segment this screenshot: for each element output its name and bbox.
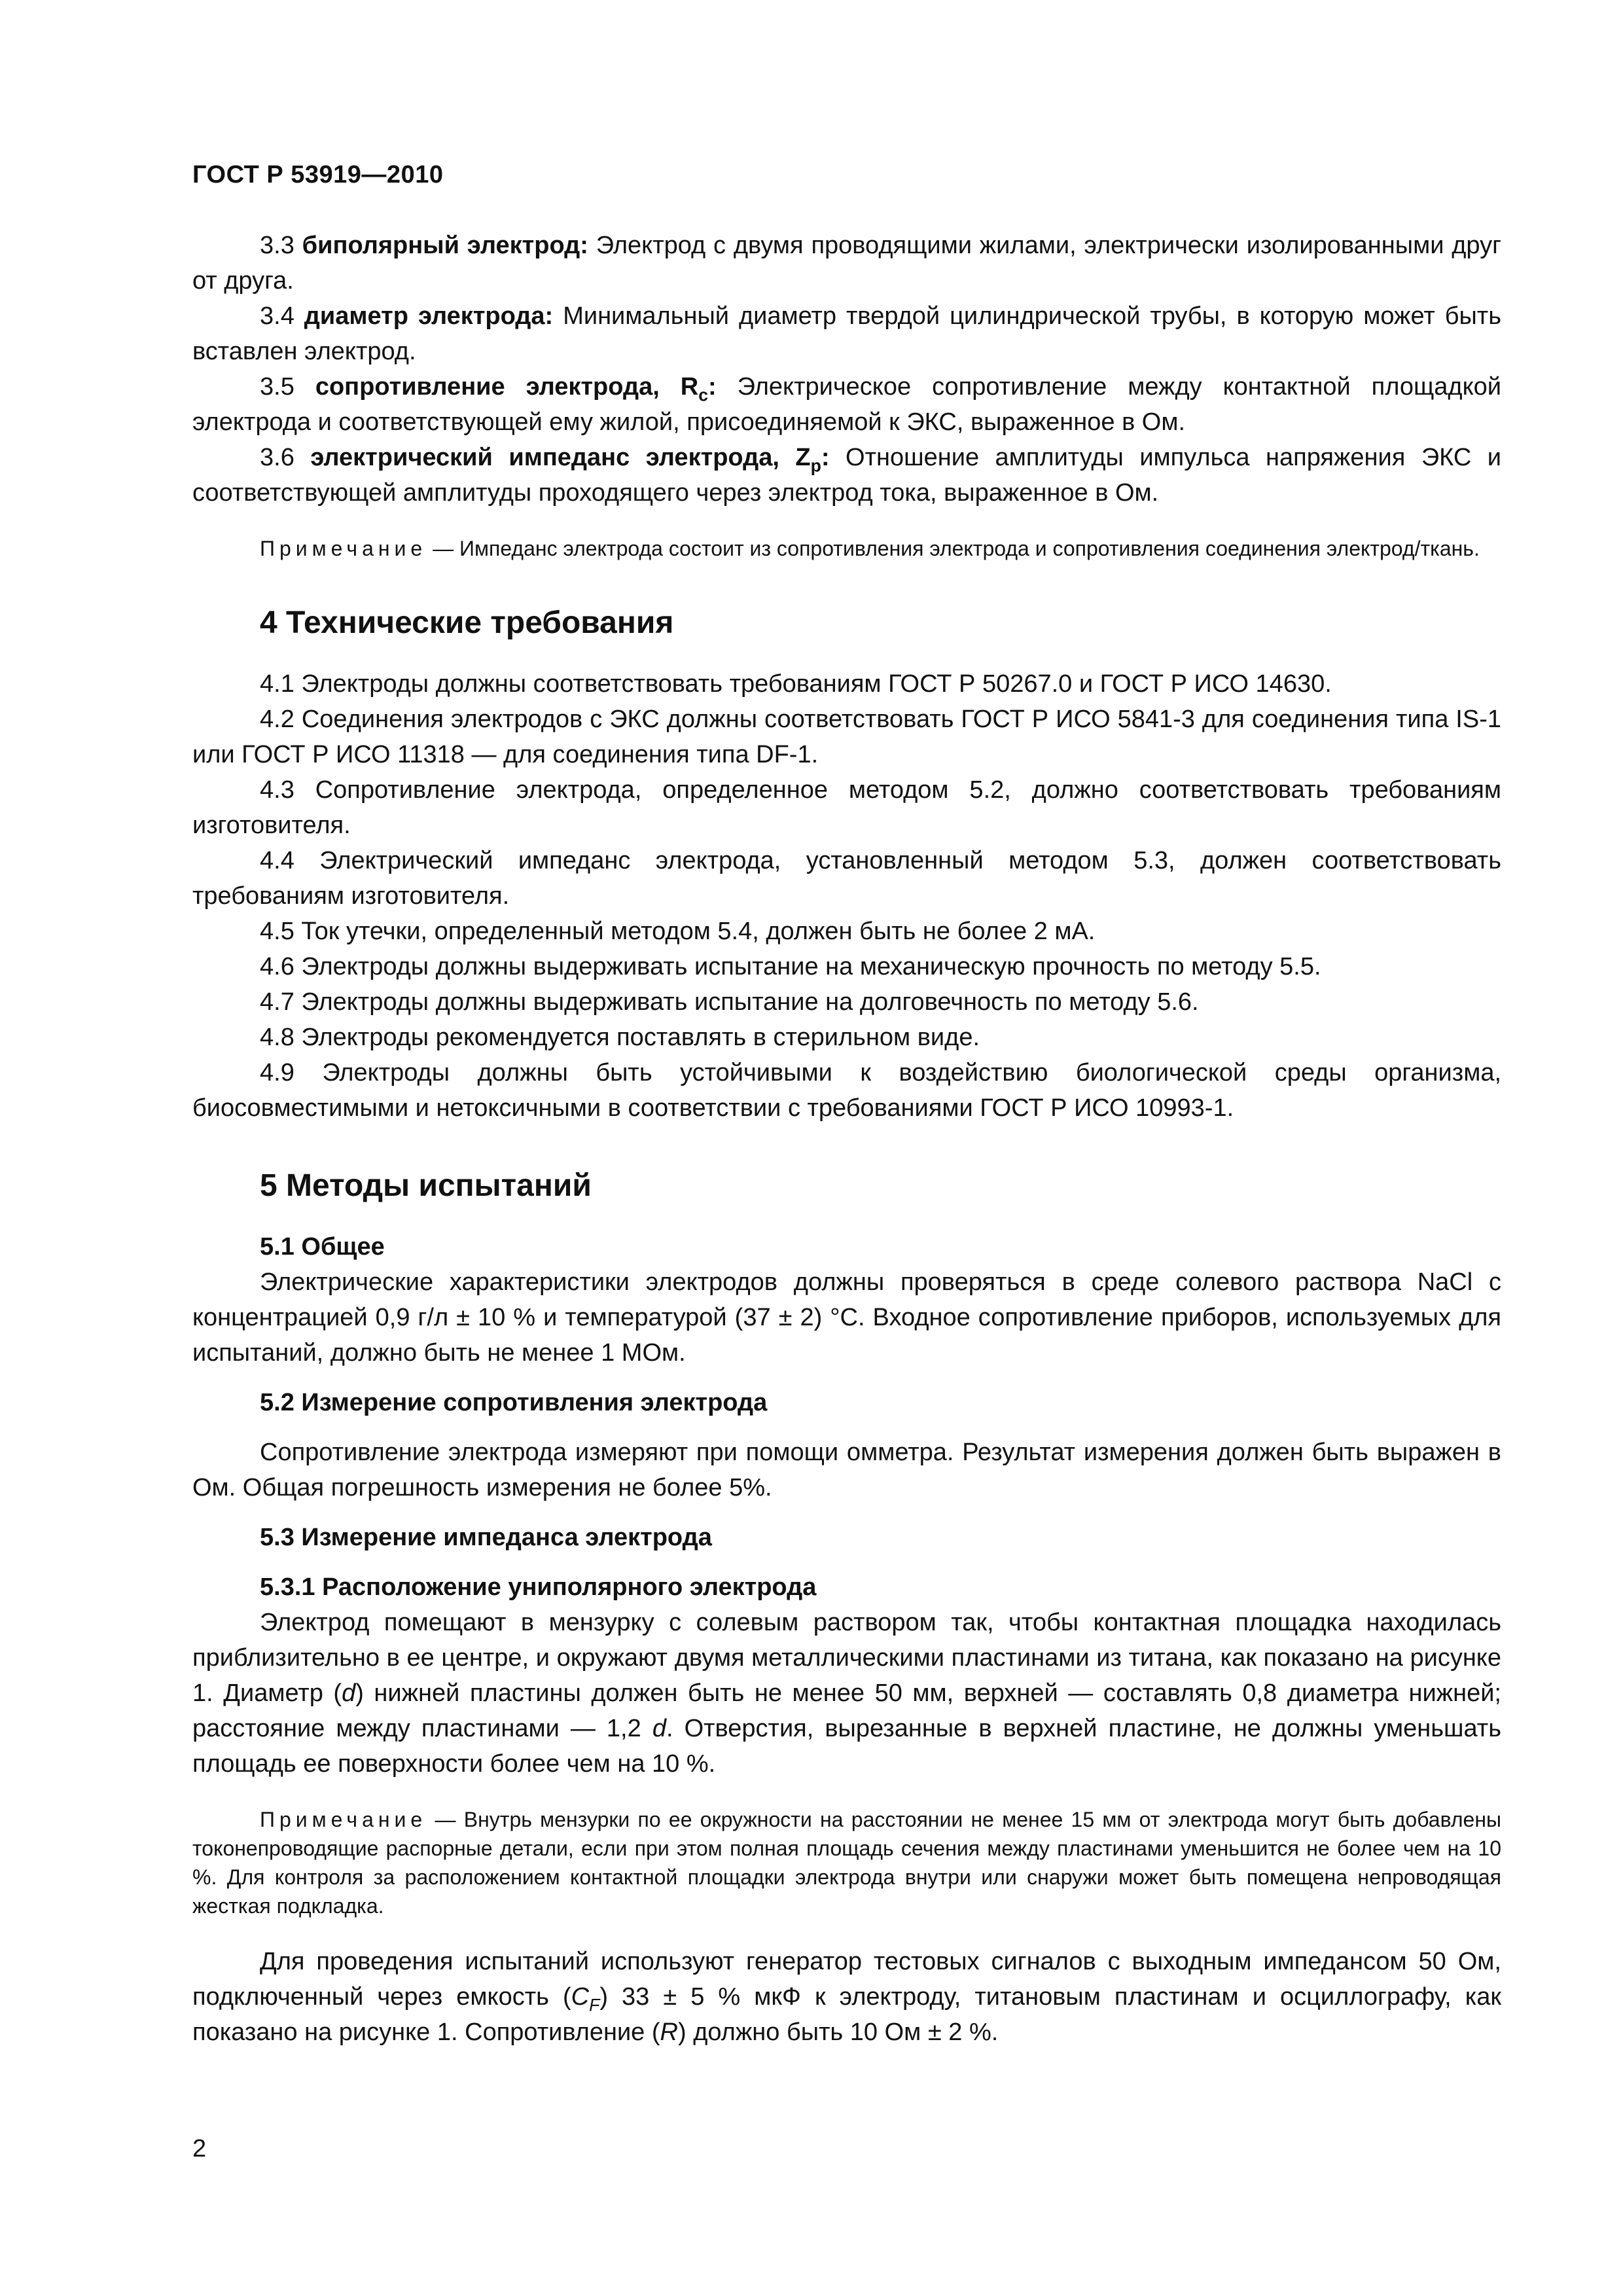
requirement-item — [192, 1055, 1501, 1126]
definition-3-5 — [192, 369, 1501, 440]
subsection-5-1-text: Электрические характеристики электродов должны проверяться в среде солевого раствора NaCl с концентрацией 0,9 г/л ± 10 % и температурой (37 ± 2) °С. Входное сопротивление приборов, используемых для испытаний, должно быть не менее 1 МОм. — [192, 1268, 1501, 1367]
requirement-text: Электроды должны выдерживать испытание на долговечность по методу 5.6. — [301, 988, 1199, 1016]
subsection-5-3-heading: 5.3 Измерение импеданса электрода — [260, 1524, 712, 1551]
requirement-text: Соединения электродов с ЭКС должны соответствовать ГОСТ Р ИСО 5841-3 для соединения типа IS-1 или ГОСТ Р ИСО 11318 — для соединения типа DF-1. — [192, 706, 1501, 768]
term-text: электрический импеданс электрода, Z — [310, 444, 811, 471]
variable-c: C — [571, 1983, 590, 2011]
definition-text: Электрод с двумя проводящими жилами, электрически изолированными друг от друга. — [192, 232, 1501, 295]
note-label: Примечание — [260, 537, 427, 560]
requirement-item — [192, 843, 1501, 914]
requirement-item — [192, 949, 1501, 984]
subsection-5-3-1-heading: 5.3.1 Расположение униполярного электрода — [260, 1573, 817, 1601]
requirement-item — [192, 914, 1501, 949]
term: биполярный электрод: — [302, 232, 588, 259]
note-impedance — [192, 534, 1501, 563]
subsection-5-2-heading: 5.2 Измерение сопротивления электрода — [260, 1389, 768, 1416]
requirement-text: Сопротивление электрода, определенное методом 5.2, должно соответствовать требованиям изготовителя. — [192, 776, 1501, 839]
clause-number: 3.5 — [260, 373, 294, 401]
variable-r: R — [660, 2018, 678, 2046]
clause-number: 4.6 — [260, 953, 294, 980]
note-spacers — [192, 1805, 1501, 1920]
note-text: — Внутрь мензурки по ее окружности на расстоянии не менее 15 мм от электрода могут быть добавлены токонепроводящие распорные детали, если при этом полная площадь сечения между пластинами уменьшится не более чем на 10 %. Для контроля за расположением контактной площадки электрода внутри или снаружи может быть помещена непроводящая жесткая подкладка. — [192, 1808, 1502, 1918]
clause-number: 4.1 — [260, 670, 294, 698]
definition-text: Электрическое сопротивление между контактной площадкой электрода и соответствующей ему жилой, присоединяемой к ЭКС, выраженное в Ом. — [192, 373, 1501, 436]
text-part: ) должно быть 10 Ом ± 2 %. — [677, 2018, 999, 2046]
note-label: Примечание — [260, 1808, 427, 1831]
requirement-item — [192, 984, 1501, 1020]
clause-number: 4.8 — [260, 1024, 294, 1051]
text-part: ) 33 ± 5 % мкФ к электроду, титановым пластинам и осциллографу, как показано на рисунке 1. Сопротивление ( — [192, 1983, 1502, 2046]
term: диаметр электрода: — [304, 302, 554, 330]
term — [310, 444, 830, 476]
requirement-text: Ток утечки, определенный методом 5.4, должен быть не более 2 мА. — [301, 918, 1096, 945]
variable-d: d — [342, 1679, 356, 1707]
text-part: Для проведения испытаний используют генератор тестовых сигналов с выходным импедансом 50 Ом, подключенный через емкость ( — [192, 1948, 1501, 2011]
clause-number: 4.5 — [260, 918, 294, 945]
clause-number: 4.2 — [260, 706, 294, 733]
requirement-text: Электроды рекомендуется поставлять в стерильном виде. — [301, 1024, 980, 1051]
requirement-item — [192, 666, 1501, 702]
definition-3-3 — [192, 228, 1501, 298]
clause-number: 4.4 — [260, 847, 294, 874]
page-number: 2 — [192, 2135, 207, 2162]
clause-number: 3.4 — [260, 302, 294, 330]
subsection-5-2-text: Сопротивление электрода измеряют при помощи омметра. Результат измерения должен быть выражен в Ом. Общая погрешность измерения не более 5%. — [192, 1439, 1501, 1501]
clause-number: 4.3 — [260, 776, 294, 804]
text-part: . Отверстия, вырезанные в верхней пластине, не должны уменьшать площадь ее поверхности более чем на 10 %. — [192, 1715, 1502, 1778]
section-4-items — [192, 666, 1501, 1126]
subsection-5-1-heading: 5.1 Общее — [260, 1233, 385, 1261]
term-subscript: p — [810, 456, 821, 476]
page-content — [192, 228, 1501, 2050]
requirement-text: Электроды должны соответствовать требованиям ГОСТ Р 50267.0 и ГОСТ Р ИСО 14630. — [301, 670, 1332, 698]
variable-d: d — [652, 1715, 666, 1742]
note-text: — Импеданс электрода состоит из сопротивления электрода и сопротивления соединения электрод/ткань. — [433, 537, 1480, 560]
standard-id-header: ГОСТ Р 53919—2010 — [192, 161, 444, 188]
requirement-text: Электрический импеданс электрода, установленный методом 5.3, должен соответствовать требованиям изготовителя. — [192, 847, 1501, 910]
requirement-item — [192, 702, 1501, 772]
subsection-5-3-1-text — [192, 1605, 1501, 1782]
clause-number: 3.6 — [260, 444, 294, 471]
term — [315, 373, 717, 405]
term-subscript: c — [698, 385, 709, 405]
variable-c-subscript: F — [589, 1995, 600, 2015]
clause-number: 4.9 — [260, 1059, 294, 1086]
term-colon: : — [708, 373, 717, 401]
requirement-text: Электроды должны выдерживать испытание на механическую прочность по методу 5.5. — [301, 953, 1321, 980]
variable-cf — [571, 1983, 600, 2015]
clause-number: 4.7 — [260, 988, 294, 1016]
test-generator-text — [192, 1944, 1501, 2050]
definition-text: Минимальный диаметр твердой цилиндрической трубы, в которую может быть вставлен электрод. — [192, 302, 1501, 365]
text-part: Электрод помещают в мензурку с солевым раствором так, чтобы контактная площадка находилась приблизительно в ее центре, и окружают двумя металлическими пластинами из титана, как показано на рисунке 1. Диаметр ( — [192, 1609, 1501, 1707]
requirement-item — [192, 772, 1501, 843]
section-4-heading: 4 Технические требования — [260, 605, 674, 640]
section-5-heading: 5 Методы испытаний — [260, 1168, 592, 1203]
definition-3-4 — [192, 298, 1501, 369]
definition-text: Отношение амплитуды импульса напряжения ЭКС и соответствующей амплитуды проходящего через электрод тока, выраженное в Ом. — [192, 444, 1501, 507]
requirement-item — [192, 1020, 1501, 1055]
term-text: сопротивление электрода, R — [315, 373, 699, 401]
requirement-text: Электроды должны быть устойчивыми к воздействию биологической среды организма, биосовместимыми и нетоксичными в соответствии с требованиями ГОСТ Р ИСО 10993-1. — [192, 1059, 1502, 1122]
term-colon: : — [821, 444, 830, 471]
definition-3-6 — [192, 440, 1501, 511]
clause-number: 3.3 — [260, 232, 294, 259]
text-part: ) нижней пластины должен быть не менее 50 мм, верхней — составлять 0,8 диаметра нижней; расстояние между пластинами — 1,2 — [192, 1679, 1501, 1742]
